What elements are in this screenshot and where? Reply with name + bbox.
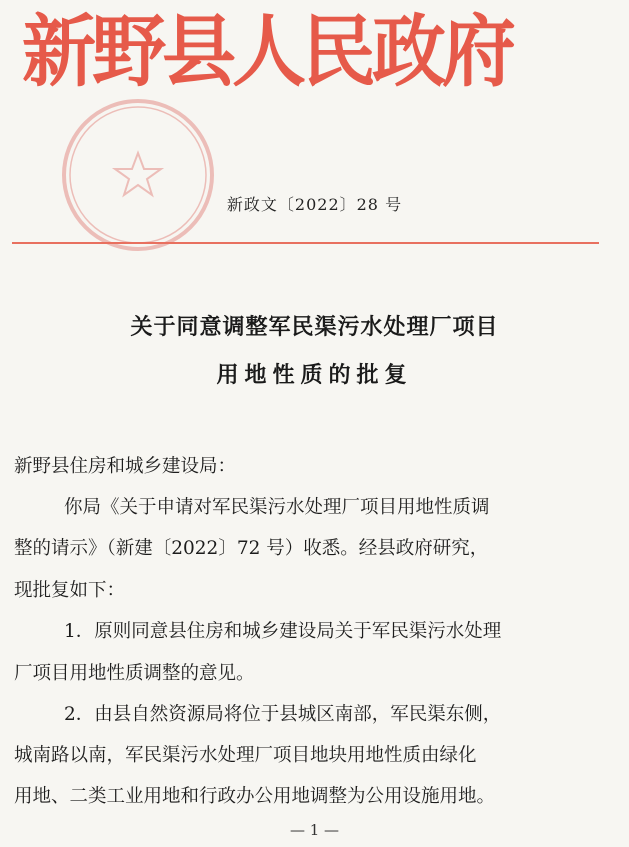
issuing-authority-title: 新野县人民政府 [22, 7, 512, 98]
paragraph-line: 用地、二类工业用地和行政办公用地调整为公用设施用地。 [14, 786, 496, 807]
document-number: 新政文〔2022〕28 号 [226, 195, 403, 214]
subject-line-1: 关于同意调整军民渠污水处理厂项目 [130, 314, 499, 340]
paragraph-line: 2．由县自然资源局将位于县城区南部，军民渠东侧， [64, 704, 502, 725]
official-seal-icon [58, 95, 218, 255]
paragraph-line: 现批复如下： [14, 580, 126, 601]
paragraph-line: 你局《关于申请对军民渠污水处理厂项目用地性质调 [64, 497, 490, 518]
paragraph-line: 1．原则同意县住房和城乡建设局关于军民渠污水处理 [64, 621, 502, 642]
paragraph-line: 整的请示》（新建〔2022〕72 号）收悉。经县政府研究， [14, 538, 489, 559]
header-divider [12, 242, 599, 244]
paragraph-line: 厂项目用地性质调整的意见。 [14, 663, 255, 684]
paragraph-line: 城南路以南，军民渠污水处理厂项目地块用地性质由绿化 [14, 745, 477, 766]
subject-line-2: 用地性质的批复 [216, 362, 413, 388]
page-number: — 1 — [289, 821, 340, 839]
addressee: 新野县住房和城乡建设局： [14, 456, 237, 477]
